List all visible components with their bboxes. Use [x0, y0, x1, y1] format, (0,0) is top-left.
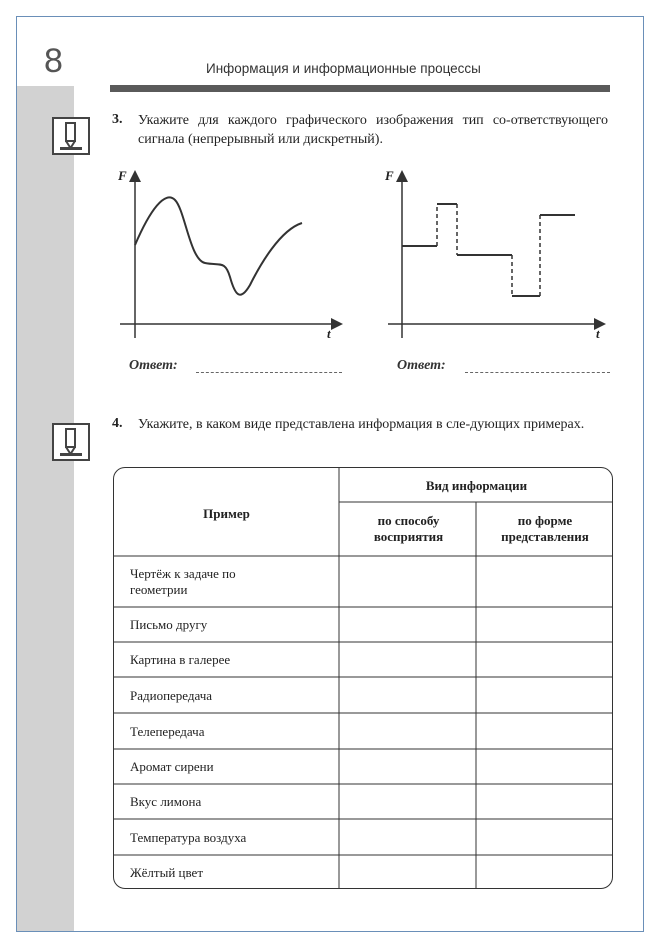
task4-text: Укажите, в каком виде представлена информация в сле-дующих примерах. — [138, 417, 585, 432]
row-label: Телепередача — [130, 724, 205, 739]
header-rule — [110, 85, 610, 92]
task4-number: 4. — [112, 416, 123, 431]
page-header-title: Информация и информационные процессы — [206, 61, 481, 76]
side-strip — [17, 86, 74, 931]
row-label: Вкус лимона — [130, 794, 202, 809]
col-header-info-type: Вид информации — [425, 478, 528, 493]
row-label: Жёлтый цвет — [130, 865, 203, 880]
info-type-table — [113, 467, 613, 889]
col-header-example: Пример — [203, 506, 250, 521]
left-graph-x-label: t — [327, 326, 331, 341]
answer-field-left[interactable] — [196, 372, 342, 373]
discrete-signal-graph — [385, 165, 615, 347]
col-header-perception: по способу восприятия — [373, 513, 444, 544]
right-graph-y-label: F — [385, 168, 394, 183]
left-graph-y-label: F — [118, 168, 127, 183]
row-label: Чертёж к задаче по геометрии — [130, 566, 236, 597]
answer-label-right: Ответ: — [397, 358, 446, 373]
answer-label-left: Ответ: — [129, 358, 178, 373]
row-label: Письмо другу — [130, 617, 208, 632]
pencil-task-icon — [52, 117, 90, 155]
pencil-task-icon-2 — [52, 423, 90, 461]
col-header-form: по форме представления — [501, 513, 589, 544]
task3-text: Укажите для каждого графического изображения тип со-ответствующего сигнала (непрерывный или дискретный). — [138, 113, 608, 147]
continuous-signal-graph — [110, 165, 350, 347]
answer-field-right[interactable] — [465, 372, 610, 373]
task3-number: 3. — [112, 112, 123, 127]
row-label: Картина в галерее — [130, 652, 231, 667]
page-number: 8 — [44, 42, 63, 80]
row-label: Радиопередача — [130, 688, 213, 703]
row-label: Температура воздуха — [130, 830, 247, 845]
right-graph-x-label: t — [596, 326, 600, 341]
row-label: Аромат сирени — [130, 759, 214, 774]
